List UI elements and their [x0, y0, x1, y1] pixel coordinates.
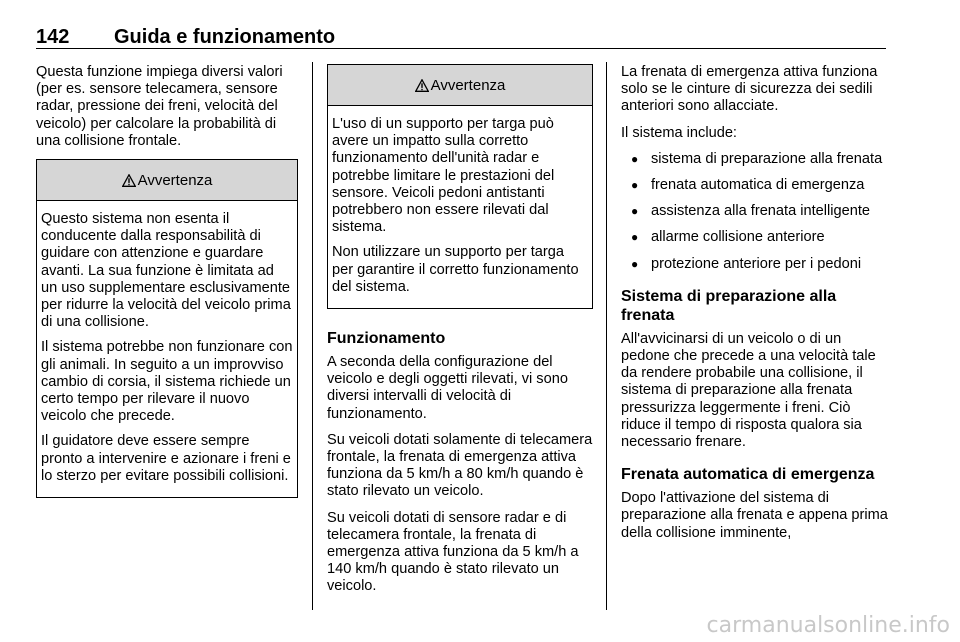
- warning-triangle-icon: [122, 174, 136, 187]
- body-paragraph: Su veicoli dotati solamente di telecamera frontale, la frenata di emergenza attiva funziona da 5 km/h a 80 km/h quando è stato rilevato un veicolo.: [327, 431, 593, 500]
- column-divider-right: [606, 62, 607, 610]
- list-item: ● sistema di preparazione alla frenata: [621, 151, 891, 168]
- column-3: [621, 64, 891, 551]
- warning-paragraph: Non utilizzare un supporto per targa per garantire il corretto funzionamento del sistema.: [332, 244, 579, 295]
- warning-paragraph: L'uso di un supporto per targa può avere un impatto sulla corretto funzionamento dell'unità radar e potrebbe limitare le prestazioni del sensore. Veicoli pedoni antistanti potrebbero non essere rilevati dal sistema.: [332, 116, 555, 236]
- body-paragraph: Dopo l'attivazione del sistema di preparazione alla frenata e appena prima della collisione imminente,: [621, 490, 888, 541]
- column-2: [327, 64, 593, 605]
- body-paragraph: Su veicoli dotati di sensore radar e di telecamera frontale, la frenata di emergenza attiva funziona da 5 km/h a 140 km/h quando è stato rilevato un veicolo.: [327, 509, 579, 595]
- warning-title: Avvertenza: [430, 76, 506, 94]
- list-item: ● allarme collisione anteriore: [621, 229, 891, 246]
- body-paragraph: All'avvicinarsi di un veicolo o di un pedone che precede a una velocità tale da rendere probabile una collisione, il sistema di preparazione alla frenata pressurizza leggermente i freni. Ciò riduce il tempo di risposta qualora sia necessario frenare.: [621, 330, 876, 451]
- list-item: ● protezione anteriore per i pedoni: [621, 256, 891, 273]
- section-heading: Frenata automatica di emergenza: [621, 466, 875, 484]
- page-number: 142: [36, 26, 70, 48]
- section-heading: Funzionamento: [327, 330, 446, 348]
- warning-header: [37, 160, 297, 201]
- column-1: [36, 64, 298, 498]
- list-item: ● assistenza alla frenata intelligente: [621, 203, 891, 220]
- body-paragraph: Il sistema include:: [621, 124, 737, 141]
- page-header: [36, 26, 886, 49]
- warning-paragraph: Il guidatore deve essere sempre pronto a intervenire e azionare i freni e lo sterzo per evitare possibili collisioni.: [41, 433, 291, 484]
- warning-body: [37, 201, 297, 497]
- column-divider-left: [312, 62, 313, 610]
- section-heading: Sistema di preparazione alla frenata: [621, 287, 837, 324]
- warning-triangle-icon: [415, 79, 429, 92]
- warning-paragraph: Il sistema potrebbe non funzionare con gli animali. In seguito a un improvviso cambio di corsia, il sistema richiede un certo tempo per rilevare il nuovo veicolo che precede.: [41, 339, 293, 425]
- watermark: carmanualsonline.info: [706, 613, 950, 638]
- warning-body: [328, 106, 592, 308]
- body-paragraph: A seconda della configurazione del veicolo e degli oggetti rilevati, vi sono diversi intervalli di velocità di funzionamento.: [327, 354, 568, 422]
- warning-box: [327, 64, 593, 309]
- feature-list: [621, 151, 891, 273]
- body-paragraph: La frenata di emergenza attiva funziona solo se le cinture di sicurezza dei sedili anteriori sono allacciate.: [621, 64, 878, 115]
- warning-paragraph: Questo sistema non esenta il conducente dalla responsabilità di guidare con attenzione e guardare avanti. La sua funzione è limitata ad un uso supplementare esclusivamente per ridurre la velocità del veicolo prima di una collisione.: [41, 211, 291, 331]
- warning-header: [328, 65, 592, 106]
- page-title: Guida e funzionamento: [114, 26, 336, 48]
- warning-title: Avvertenza: [137, 171, 213, 189]
- intro-paragraph: Questa funzione impiega diversi valori (per es. sensore telecamera, sensore radar, pressione dei freni, velocità del veicolo) per calcolare la probabilità di una collisione frontale.: [36, 64, 283, 149]
- list-item: ● frenata automatica di emergenza: [621, 177, 891, 194]
- warning-box: [36, 159, 298, 498]
